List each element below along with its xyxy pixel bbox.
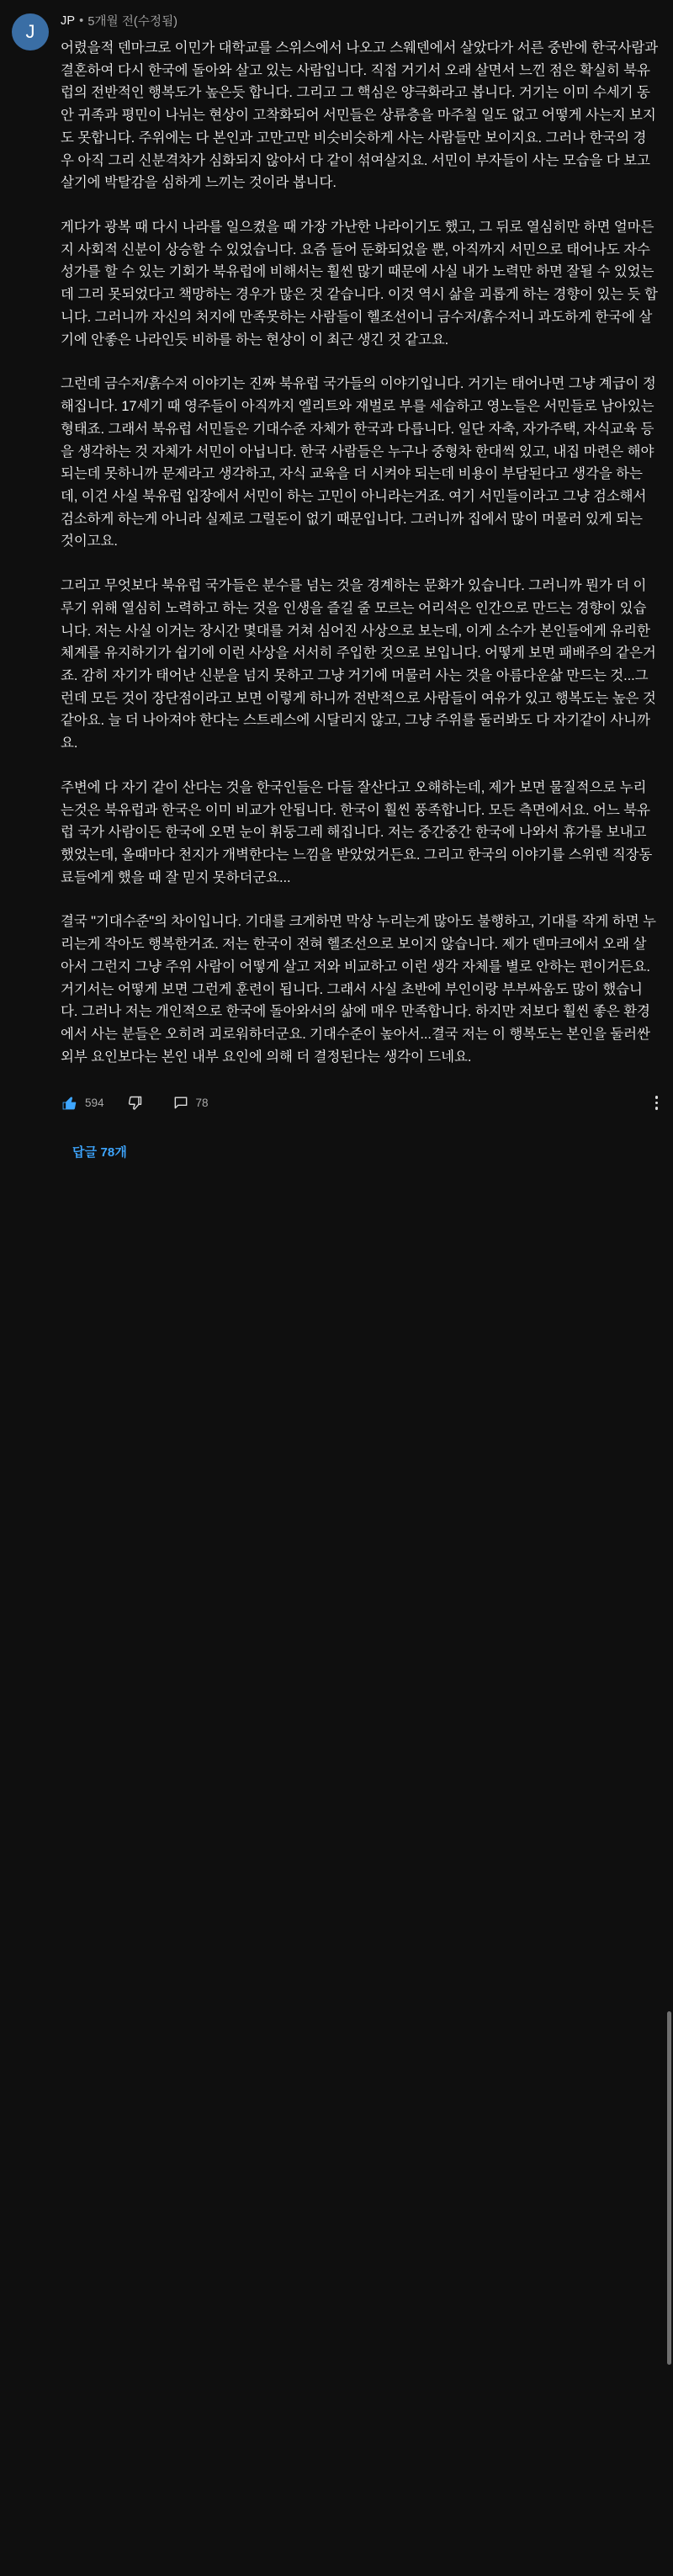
comment-paragraph: 그리고 무엇보다 북유럽 국가들은 분수를 넘는 것을 경계하는 문화가 있습니다. 그러니까 뭔가 더 이루기 위해 열심히 노력하고 하는 것을 인생을 즐길 줄 모르는 어리석은 인간으로 만드는 경향이 있습니다. 저는 사실 이거는 장시간 몇대를 거쳐 심어진 사상으로 보는데, 이게 소수가 본인들에게 유리한 체계를 유지하기가 쉽기에 이런 사상을 서서히 주입한 것으로 보입니다. 어떻게 보면 패배주의 같은거죠. 감히 자기가 태어난 신분을 넘지 못하고 그냥 거기에 머물러 사는 것을 아름다운삶 만드는 것...그런데 모든 것이 장단점이라고 보면 이렇게 하니까 전반적으로 사람들이 여유가 있고 행복도는 높은 것 같아요. 늘 더 나아져야 한다는 스트레스에 시달리지 않고, 그냥 주위를 둘러봐도 다 자기같이 사니까요. <box>61 578 656 752</box>
more-vertical-icon[interactable] <box>655 1093 659 1112</box>
comment-paragraph: 주변에 다 자기 같이 산다는 것을 한국인들은 다들 잘산다고 오해하는데, 제가 보면 물질적으로 누리는것은 북유럽과 한국은 이미 비교가 안됩니다. 한국이 훨씬 풍족합니다. 모든 측면에서요. 어느 북유럽 국가 사람이든 한국에 오면 눈이 휘둥그레 해집니다. 저는 중간중간 한국에 나와서 휴가를 보내고 했었는데, 올때마다 천지가 개벽한다는 느낌을 받았었거든요. 그리고 한국의 이야기를 스위덴 직장동료들에게 했을 때 잘 믿지 못하더군요... <box>61 779 653 885</box>
comment-thread <box>0 0 673 1168</box>
comment-paragraph: 그런데 금수저/흙수저 이야기는 진짜 북유럽 국가들의 이야기입니다. 거기는 태어나면 그냥 계급이 정해집니다. 17세기 때 영주들이 아직까지 엘리트와 재벌로 부를 세습하고 영노들은 서민들로 남아있는 형태죠. 그래서 북유럽 서민들은 기대수준 자체가 한국과 다릅니다. 일단 자축, 자가주택, 자식교육 등을 생각하는 것 자체가 서민이 아닙니다. 한국 사람들은 누구나 중형차 한대씩 있고, 내집 마련은 해야되는데 못하니까 문제라고 생각하고, 자식 교육을 더 시켜야 되는데 비용이 부담된다고 생각을 하는데, 이건 사실 북유럽 입장에서 서민이 하는 고민이 아니라는거죠. 여기 서민들이라고 그냥 검소해서 검소하게 하는게 아니라 실제로 그럴돈이 없기 때문입니다. 그러니까 집에서 많이 머물러 있게 되는 것이고요. <box>61 376 656 550</box>
avatar[interactable]: J <box>12 13 49 50</box>
replies-section <box>61 1135 660 1168</box>
comment-header <box>61 12 660 29</box>
like-button[interactable] <box>61 1094 104 1112</box>
like-count: 594 <box>85 1096 104 1109</box>
comment-icon <box>172 1094 189 1111</box>
scrollbar-thumb[interactable] <box>667 2011 671 2365</box>
reply-button[interactable] <box>172 1094 209 1111</box>
comment-timestamp[interactable]: 5개월 전(수정됨) <box>87 15 178 29</box>
reply-count: 78 <box>195 1096 209 1109</box>
dislike-button[interactable] <box>126 1094 151 1112</box>
comment-text <box>61 37 660 1068</box>
show-replies-button[interactable]: 답글 78개 <box>61 1135 139 1168</box>
meta-separator: • <box>79 13 84 28</box>
comment-paragraph: 게다가 광복 때 다시 나라를 일으켰을 때 가장 가난한 나라이기도 했고, 그 뒤로 열심히만 하면 얼마든지 사회적 신분이 상승할 수 있었습니다. 요즘 들어 둔화되었을 뿐, 아직까지 서민으로 태어나도 자수성가를 할 수 있는 기회가 북유럽에 비해서는 훨씬 많기 때문에 사실 내가 노력만 하면 잘될 수 있었는데 그리 못되었다고 책망하는 경우가 많은 것 같습니다. 이것 역시 삶을 괴롭게 하는 경향이 있는 듯 합니다. 그러니까 자신의 처지에 만족못하는 사람들이 헬조선이니 금수저/흙수저니 과도하게 한국에 살기에 안좋은 나라인듯 비하를 하는 현상이 이 최근 생긴 것 같고요. <box>61 220 658 348</box>
thumbs-up-icon <box>61 1094 78 1112</box>
comment-paragraph: 어렸을적 덴마크로 이민가 대학교를 스위스에서 나오고 스웨덴에서 살았다가 서른 중반에 한국사람과 결혼하여 다시 한국에 돌아와 살고 있는 사람입니다. 직접 거기서 오래 살면서 느낀 점은 확실히 북유럽의 전반적인 행복도가 높은듯 합니다. 그리고 그 핵심은 양극화라고 봅니다. 거기는 이미 수세기 동안 귀족과 평민이 나뉘는 현상이 고착화되어 서민들은 상류층을 마주칠 일도 없고 어떻게 사는지 보지도 못합니다. 주위에는 다 본인과 고만고만 비슷비슷하게 사는 사람들만 보이지요. 그러나 한국의 경우 아직 그리 신분격차가 심화되지 않아서 다 같이 섞여살지요. 서민이 부자들이 사는 모습을 다 보고 살기에 박탈감을 심하게 느끼는 것이라 봅니다. <box>61 40 659 191</box>
comment-author[interactable]: JP <box>61 13 76 28</box>
thumbs-down-icon <box>126 1094 144 1112</box>
comment-actions <box>61 1093 660 1113</box>
comment-paragraph: 결국 "기대수준"의 차이입니다. 기대를 크게하면 막상 누리는게 많아도 불행하고, 기대를 작게 하면 누리는게 작아도 행복한거죠. 저는 한국이 전혀 헬조선으로 보이지 않습니다. 제가 덴마크에서 오래 살아서 그런지 그냥 주위 사람이 어떻게 살고 저와 비교하고 이런 생각 자체를 별로 안하는 편이거든요. 거기서는 어떻게 보면 그런게 훈련이 됩니다. 그래서 사실 초반에 부인이랑 부부싸움도 많이 했습니다. 그러나 저는 개인적으로 한국에 돌아와서의 삶에 매우 만족합니다. 하지만 저보다 훨씬 좋은 환경에서 사는 분들은 오히려 괴로워하더군요. 기대수준이 높아서...결국 저는 이 행복도는 본인을 둘러싼 외부 요인보다는 본인 내부 요인에 의해 더 결정된다는 생각이 드네요. <box>61 914 656 1065</box>
comment-body <box>61 12 660 1168</box>
